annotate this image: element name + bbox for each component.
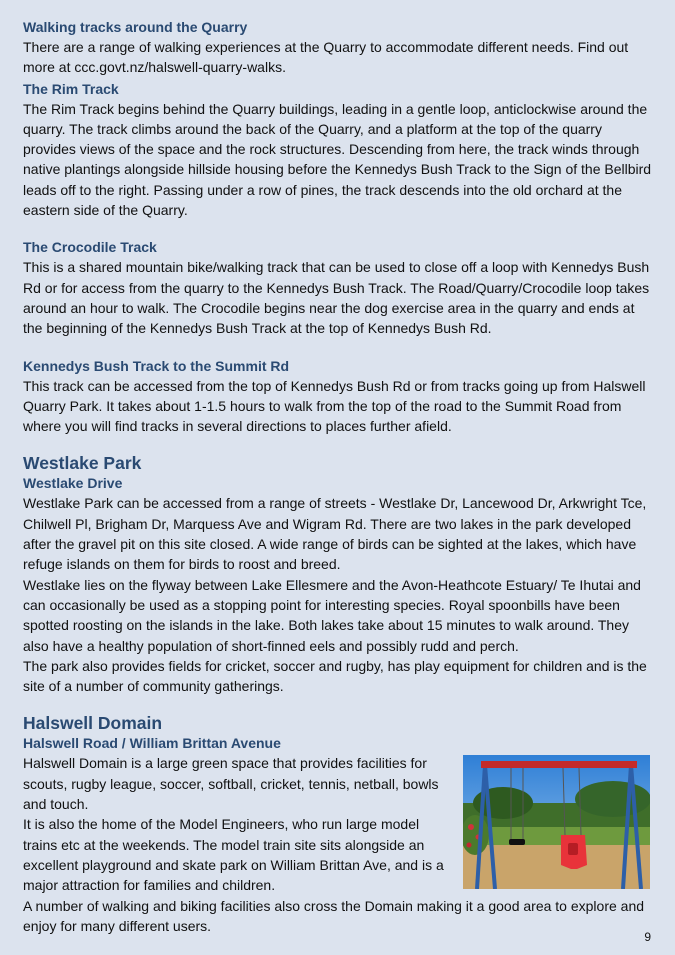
rim-track-heading: The Rim Track: [23, 80, 119, 97]
westlake-paragraph-3: The park also provides fields for cricket, soccer and rugby, has play equipment for children and is the site of a number of community gatherings.: [23, 657, 647, 695]
rim-track-text: The Rim Track begins behind the Quarry buildings, leading in a gentle loop, anticlockwise around the quarry. The track climbs around the back of the Quarry, and a platform at the top of the quarry provides views of the space and the rock structures. Descending from here, the track winds through native plantings alongside hillside housing before the Kennedys Bush Track to the Sign of the Bellbird leads off to the right. Passing under a row of pines, the track descends into the old orchard at the eastern side of the Quarry.: [23, 100, 652, 219]
kennedys-track-text: This track can be accessed from the top of Kennedys Bush Rd or from tracks going up from Halswell Quarry Park. It takes about 1-1.5 hours to walk from the top of the road to the Summit Road from where you will find tracks in several directions to places further afield.: [23, 377, 646, 435]
quarry-heading: Walking tracks around the Quarry: [23, 19, 248, 35]
crocodile-track-text: This is a shared mountain bike/walking track that can be used to close off a loop with Kennedys Bush Rd or for access from the quarry to the Kennedys Bush Track. The Road/Quarry/Crocodile loop takes around an hour to walk. The Crocodile begins near the dog exercise area in the quarry and ends at the beginning of the Kennedys Bush Track at the top of Kennedys Bush Rd.: [23, 259, 650, 337]
westlake-paragraph-1: Westlake Park can be accessed from a range of streets - Westlake Dr, Lancewood Dr, Arkwright Tce, Chilwell Pl, Brigham Dr, Marquess Ave and Wigram Rd. There are two lakes in the park developed after the gravel pit on this site closed. A wide range of birds can be sighted at the lakes, which have refuge islands on them for birds to roost and breed.: [23, 495, 647, 573]
westlake-heading: Westlake Park: [23, 453, 142, 474]
quarry-intro: There are a range of walking experiences at the Quarry to accommodate different needs. Find out more at ccc.govt.nz/halswell-quarry-walks.: [23, 39, 629, 76]
crocodile-track-heading: The Crocodile Track: [23, 239, 157, 256]
westlake-subheading: Westlake Drive: [23, 475, 123, 492]
domain-heading: Halswell Domain: [23, 713, 163, 734]
westlake-paragraph-2: Westlake lies on the flyway between Lake Ellesmere and the Avon-Heathcote Estuary/ Te Ihutai and can occasionally be used as a stopping point for interesting species. Royal spoonbills have been spotted roosting on the islands in the lake. Both lakes take about 15 minutes to walk around. They also have a healthy population of short-finned eels and possibly rudd and perch.: [23, 576, 641, 654]
page-content: [23, 18, 653, 936]
domain-paragraph-1: Halswell Domain is a large green space that provides facilities for scouts, rugby league, soccer, softball, cricket, tennis, netball, bowls and touch.: [23, 755, 439, 813]
domain-paragraph-2: It is also the home of the Model Engineers, who run large model trains etc at the weekends. The model train site sits alongside an excellent playground and skate park on William Brittan Ave, and is a major attraction for families and children.: [23, 816, 444, 894]
kennedys-track-heading: Kennedys Bush Track to the Summit Rd: [23, 357, 290, 374]
domain-paragraph-3: A number of walking and biking facilities also cross the Domain making it a good area to explore and enjoy for many different users.: [23, 897, 645, 934]
playground-swing-photo: [463, 755, 650, 889]
page-number: 9: [644, 930, 651, 944]
domain-subheading: Halswell Road / William Brittan Avenue: [23, 735, 281, 752]
